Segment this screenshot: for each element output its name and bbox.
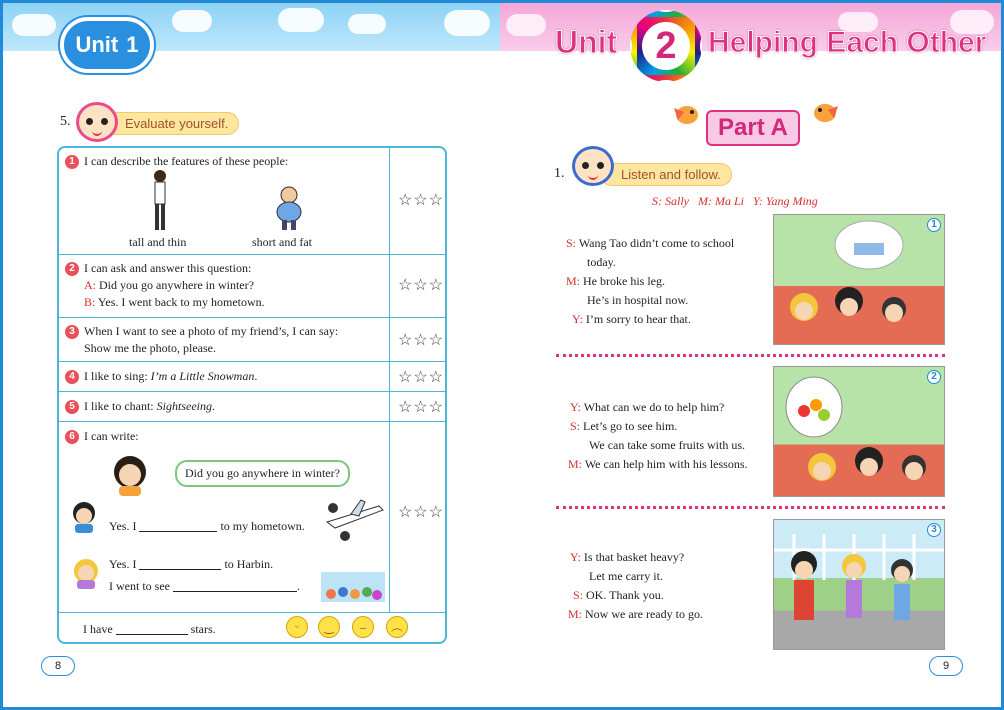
cloud-icon bbox=[278, 8, 324, 32]
write-line-3-pre: I went to see bbox=[109, 579, 170, 593]
speaker: Y: bbox=[572, 312, 583, 326]
illustration-2 bbox=[773, 366, 945, 497]
section-number: 5. bbox=[60, 114, 71, 129]
laughing-face-icon[interactable]: ᵕ bbox=[286, 616, 308, 638]
girl-face-icon bbox=[76, 102, 118, 142]
star-rating[interactable]: ☆☆☆ bbox=[397, 399, 445, 416]
row-number-badge: 4 bbox=[65, 370, 79, 384]
star-rating[interactable]: ☆☆☆ bbox=[397, 369, 445, 386]
dialog-2 bbox=[570, 398, 748, 474]
dialog-line: Wang Tao didn’t come to school bbox=[578, 236, 735, 250]
speaker: Y: bbox=[570, 400, 581, 414]
dotted-divider bbox=[556, 506, 945, 509]
star-rating[interactable]: ☆☆☆ bbox=[397, 192, 445, 209]
write-line-1-post: to my hometown. bbox=[220, 519, 305, 533]
speaker: S: bbox=[573, 588, 584, 602]
table-row bbox=[59, 148, 445, 254]
write-blank-3[interactable] bbox=[173, 580, 297, 592]
write-line-1-pre: Yes. I bbox=[109, 519, 137, 533]
speaker-a-text: Did you go anywhere in winter? bbox=[99, 278, 254, 292]
row-text: I like to sing: bbox=[84, 369, 151, 383]
row-text-line2: Show me the photo, please. bbox=[84, 341, 216, 355]
unit-2-word: Unit bbox=[555, 24, 618, 60]
table-row bbox=[59, 254, 445, 317]
tall-thin-boy-icon bbox=[147, 168, 173, 234]
table-row bbox=[59, 391, 445, 421]
girl-avatar-icon bbox=[109, 452, 151, 496]
caption-short-fat: short and fat bbox=[252, 235, 312, 249]
speaker: S: bbox=[566, 236, 577, 250]
cloud-icon bbox=[444, 10, 490, 36]
write-line-3-post: . bbox=[296, 579, 300, 593]
walking-scene-icon bbox=[774, 520, 945, 650]
picture-number: 3 bbox=[927, 523, 941, 537]
unit-1-badge bbox=[60, 17, 154, 73]
cloud-icon bbox=[348, 14, 386, 34]
blonde-girl-avatar-icon bbox=[69, 556, 103, 590]
dialog-line: He’s in hospital now. bbox=[587, 293, 689, 307]
evaluation-table bbox=[57, 146, 447, 644]
cloud-icon bbox=[12, 14, 56, 36]
boy-avatar-icon bbox=[69, 500, 99, 534]
unit-number: 1 bbox=[126, 32, 139, 57]
table-row bbox=[59, 421, 445, 612]
dialog-line: Is that basket heavy? bbox=[583, 550, 685, 564]
footer-post: stars. bbox=[190, 622, 216, 636]
bird-icon bbox=[670, 98, 704, 128]
row-number-badge: 2 bbox=[65, 262, 79, 276]
row-text: When I want to see a photo of my friend’s, I can say: bbox=[84, 324, 339, 338]
dotted-divider bbox=[556, 354, 945, 357]
dialog-line: We can take some fruits with us. bbox=[589, 438, 745, 452]
dialog-line: OK. Thank you. bbox=[586, 588, 664, 602]
write-blank-2[interactable] bbox=[139, 558, 221, 570]
section-title: Evaluate yourself. bbox=[104, 112, 239, 135]
bird-icon bbox=[808, 96, 842, 126]
row-text: I can ask and answer this question: bbox=[84, 261, 252, 275]
page-number-left: 8 bbox=[41, 656, 75, 676]
boy-face-icon bbox=[572, 146, 614, 186]
star-rating[interactable]: ☆☆☆ bbox=[397, 277, 445, 294]
speaker: M: bbox=[568, 607, 583, 621]
dialog-line: Now we are ready to go. bbox=[585, 607, 703, 621]
row-number-badge: 1 bbox=[65, 155, 79, 169]
row-text-end: . bbox=[211, 399, 215, 413]
dialog-line: Let me carry it. bbox=[589, 569, 663, 583]
row-number-badge: 3 bbox=[65, 325, 79, 339]
table-row bbox=[59, 361, 445, 391]
section-title: Listen and follow. bbox=[600, 163, 732, 186]
part-label: Part A bbox=[706, 110, 800, 146]
unit-2-number-badge: 2 bbox=[630, 10, 702, 82]
row-text: I can describe the features of these people: bbox=[84, 154, 289, 168]
crowd-photo-icon bbox=[321, 572, 385, 602]
cloud-icon bbox=[506, 14, 546, 36]
section-number: 1. bbox=[554, 166, 565, 181]
hospital-scene-icon bbox=[774, 215, 945, 345]
airplane-icon bbox=[323, 496, 385, 542]
speaker-b-label: B: bbox=[84, 295, 96, 309]
star-rating[interactable]: ☆☆☆ bbox=[397, 504, 445, 521]
speaker: M: bbox=[568, 457, 583, 471]
write-line-2-post: to Harbin. bbox=[224, 557, 274, 571]
unit-word: Unit bbox=[75, 32, 119, 57]
speaker-legend: S: Sally M: Ma Li Y: Yang Ming bbox=[652, 194, 818, 208]
speaker: Y: bbox=[570, 550, 581, 564]
write-blank-1[interactable] bbox=[139, 520, 217, 532]
unit-title: Helping Each Other bbox=[708, 26, 987, 59]
row-text: I can write: bbox=[84, 429, 139, 443]
dialog-line: He broke his leg. bbox=[583, 274, 665, 288]
speaker-a-label: A: bbox=[84, 278, 96, 292]
neutral-face-icon[interactable]: – bbox=[352, 616, 374, 638]
dialog-line: I’m sorry to hear that. bbox=[585, 312, 691, 326]
sad-face-icon[interactable]: ︵ bbox=[386, 616, 408, 638]
smiling-face-icon[interactable]: ‿ bbox=[318, 616, 340, 638]
song-title: I’m a Little Snowman bbox=[150, 369, 255, 383]
short-fat-boy-icon bbox=[273, 186, 305, 232]
picture-number: 1 bbox=[927, 218, 941, 232]
speaker: M: bbox=[566, 274, 581, 288]
write-line-2-pre: Yes. I bbox=[109, 557, 137, 571]
page-number-right: 9 bbox=[929, 656, 963, 676]
dialog-1 bbox=[566, 234, 734, 329]
dialog-line: We can help him with his lessons. bbox=[584, 457, 748, 471]
speech-bubble: Did you go anywhere in winter? bbox=[175, 460, 350, 487]
row-text: I like to chant: bbox=[84, 399, 157, 413]
speaker-b-text: Yes. I went back to my hometown. bbox=[97, 295, 265, 309]
dialog-line: Let’s go to see him. bbox=[583, 419, 678, 433]
cloud-icon bbox=[172, 10, 212, 32]
row-number-badge: 5 bbox=[65, 400, 79, 414]
caption-tall-thin: tall and thin bbox=[129, 235, 187, 249]
row-number-badge: 6 bbox=[65, 430, 79, 444]
speaker: S: bbox=[570, 419, 581, 433]
dialog-line: What can we do to help him? bbox=[583, 400, 725, 414]
illustration-1 bbox=[773, 214, 945, 345]
dialog-line: today. bbox=[587, 255, 616, 269]
footer-pre: I have bbox=[83, 622, 113, 636]
chant-title: Sightseeing bbox=[156, 399, 212, 413]
row-text-end: . bbox=[254, 369, 258, 383]
star-rating[interactable]: ☆☆☆ bbox=[397, 332, 445, 349]
fruit-basket-scene-icon bbox=[774, 367, 945, 497]
table-row bbox=[59, 317, 445, 361]
stars-count-blank[interactable] bbox=[116, 623, 188, 635]
dialog-3 bbox=[570, 548, 703, 624]
illustration-3 bbox=[773, 519, 945, 650]
picture-number: 2 bbox=[927, 370, 941, 384]
